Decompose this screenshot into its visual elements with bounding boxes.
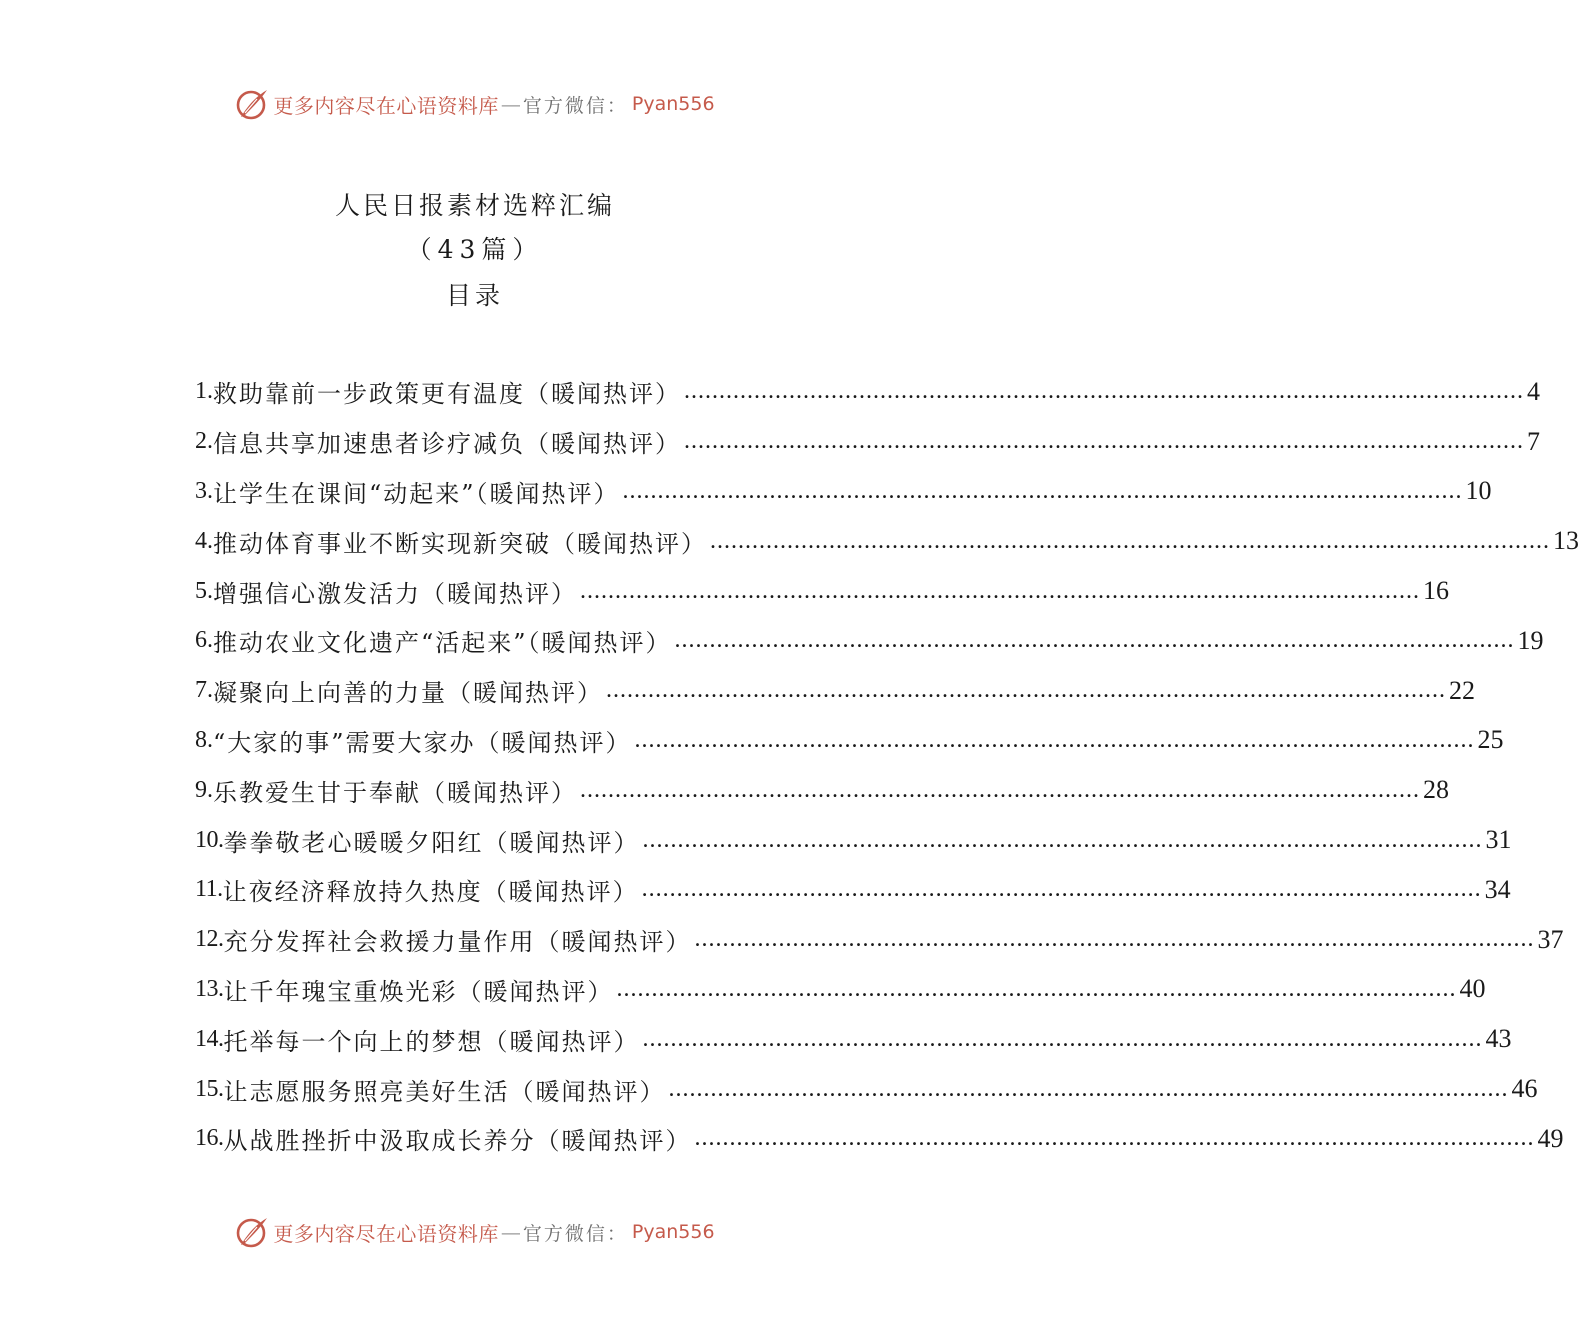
toc-entry-number: 6.	[195, 627, 213, 654]
toc-entry-title: 乐教爱生甘于奉献（暖闻热评）	[213, 778, 577, 807]
toc-leader-dots: ........................................................................................................................	[616, 975, 1457, 1002]
watermark-dash: —	[500, 92, 521, 116]
toc-entry[interactable]	[195, 417, 1540, 467]
toc-entry-page: 31	[1485, 825, 1512, 855]
toc-entry-page: 40	[1459, 974, 1486, 1004]
toc-leader-dots: ........................................................................................................................	[642, 826, 1483, 853]
toc-entry-title: 推动体育事业不断实现新突破（暖闻热评）	[213, 529, 707, 558]
toc-leader-dots: ........................................................................................................................	[710, 527, 1550, 554]
toc-entry-title: 让夜经济释放持久热度（暖闻热评）	[222, 878, 639, 907]
toc-entry-number: 1.	[195, 378, 213, 405]
toc-entry-number: 11.	[195, 876, 223, 903]
toc-entry-title: 救助靠前一步政策更有温度（暖闻热评）	[213, 380, 681, 409]
watermark-official: 官方微信：	[522, 1222, 628, 1245]
toc-entry[interactable]	[195, 666, 1475, 716]
toc-entry-title: 让学生在课间“动起来”（暖闻热评）	[213, 479, 620, 508]
toc-entry-page: 22	[1449, 675, 1475, 705]
header-watermark	[0, 84, 950, 124]
toc-entry-number: 7.	[195, 677, 213, 704]
toc-entry-title: 让千年瑰宝重焕光彩（暖闻热评）	[223, 977, 614, 1006]
toc-entry[interactable]	[195, 1114, 1564, 1164]
toc-entry[interactable]	[195, 467, 1492, 517]
toc-leader-dots: ........................................................................................................................	[641, 876, 1482, 903]
toc-entry-page: 43	[1485, 1024, 1512, 1054]
toc-entry-number: 4.	[195, 527, 213, 554]
toc-entry[interactable]	[195, 765, 1449, 815]
toc-entry-number: 16.	[195, 1125, 224, 1152]
toc-entry-number: 14.	[195, 1025, 224, 1052]
toc-entry-number: 5.	[195, 577, 213, 604]
toc-entry[interactable]	[195, 1064, 1538, 1114]
toc-leader-dots: ........................................................................................................................	[694, 926, 1535, 953]
toc-entry-number: 3.	[195, 477, 213, 504]
quill-logo-icon	[235, 1215, 269, 1249]
toc-entry-page: 4	[1527, 376, 1540, 406]
toc-entry-page: 13	[1553, 526, 1579, 556]
toc-entry[interactable]	[195, 965, 1486, 1015]
toc-entry-number: 10.	[195, 826, 224, 853]
toc-entry[interactable]	[195, 716, 1504, 766]
watermark-brand: 更多内容尽在心语资料库	[273, 93, 499, 118]
toc-leader-dots: ........................................................................................................................	[674, 627, 1515, 654]
toc-entry-title: 凝聚向上向善的力量（暖闻热评）	[213, 679, 603, 708]
toc-entry[interactable]	[195, 566, 1449, 616]
document-count: （43篇）	[406, 235, 544, 264]
toc-entry-title: 推动农业文化遗产“活起来”（暖闻热评）	[213, 629, 672, 658]
toc-entry-number: 12.	[195, 926, 224, 953]
toc-entry-page: 49	[1537, 1123, 1564, 1153]
toc-leader-dots: ........................................................................................................................	[684, 378, 1524, 405]
toc-entry-page: 10	[1465, 476, 1492, 506]
toc-entry[interactable]	[195, 516, 1579, 566]
toc-entry-number: 9.	[195, 776, 213, 803]
toc-entry-title: 让志愿服务照亮美好生活（暖闻热评）	[223, 1077, 666, 1106]
watermark-brand: 更多内容尽在心语资料库	[273, 1221, 499, 1246]
toc-entry-page: 19	[1517, 625, 1544, 655]
toc-leader-dots: ........................................................................................................................	[694, 1125, 1535, 1152]
toc-entry[interactable]	[195, 367, 1540, 417]
toc-leader-dots: ........................................................................................................................	[684, 428, 1524, 455]
toc-entry-page: 46	[1511, 1074, 1538, 1104]
toc-entry[interactable]	[195, 915, 1564, 965]
toc-heading: 目录	[445, 281, 504, 310]
toc-leader-dots: ........................................................................................................................	[580, 776, 1420, 803]
quill-logo-icon	[235, 87, 269, 121]
toc-leader-dots: ........................................................................................................................	[642, 1025, 1483, 1052]
footer-watermark	[0, 1212, 950, 1252]
table-of-contents	[195, 367, 1579, 1164]
watermark-wechat-id: Pyan556	[631, 93, 715, 115]
toc-entry[interactable]	[195, 616, 1544, 666]
toc-entry-page: 16	[1423, 576, 1449, 606]
toc-entry-number: 8.	[195, 726, 213, 753]
toc-entry-page: 7	[1527, 426, 1540, 456]
watermark-wechat-id: Pyan556	[631, 1221, 715, 1243]
toc-entry-title: 信息共享加速患者诊疗减负（暖闻热评）	[213, 430, 681, 459]
toc-leader-dots: ........................................................................................................................	[622, 477, 1463, 504]
toc-entry-title: 从战胜挫折中汲取成长养分（暖闻热评）	[223, 1127, 692, 1156]
toc-entry-number: 15.	[195, 1075, 224, 1102]
toc-leader-dots: ........................................................................................................................	[668, 1075, 1509, 1102]
toc-entry-title: 增强信心激发活力（暖闻热评）	[213, 579, 577, 608]
toc-entry-page: 28	[1423, 775, 1449, 805]
toc-entry-number: 2.	[195, 428, 213, 455]
toc-entry-title: 拳拳敬老心暖暖夕阳红（暖闻热评）	[223, 828, 640, 857]
toc-entry[interactable]	[195, 815, 1512, 865]
toc-entry-title: 托举每一个向上的梦想（暖闻热评）	[223, 1027, 640, 1056]
toc-entry[interactable]	[195, 865, 1511, 915]
watermark-dash: —	[500, 1220, 521, 1244]
toc-entry-page: 34	[1484, 874, 1511, 904]
toc-entry-title: “大家的事”需要大家办（暖闻热评）	[213, 728, 632, 757]
document-title: 人民日报素材选粹汇编	[334, 191, 615, 220]
toc-entry-page: 37	[1537, 924, 1564, 954]
toc-leader-dots: ........................................................................................................................	[606, 677, 1446, 704]
toc-leader-dots: ........................................................................................................................	[580, 577, 1420, 604]
watermark-official: 官方微信：	[522, 94, 628, 117]
toc-entry-page: 25	[1477, 725, 1504, 755]
toc-leader-dots: ........................................................................................................................	[634, 726, 1475, 753]
toc-entry-title: 充分发挥社会救援力量作用（暖闻热评）	[223, 928, 692, 957]
toc-entry-number: 13.	[195, 975, 224, 1002]
toc-entry[interactable]	[195, 1014, 1512, 1064]
